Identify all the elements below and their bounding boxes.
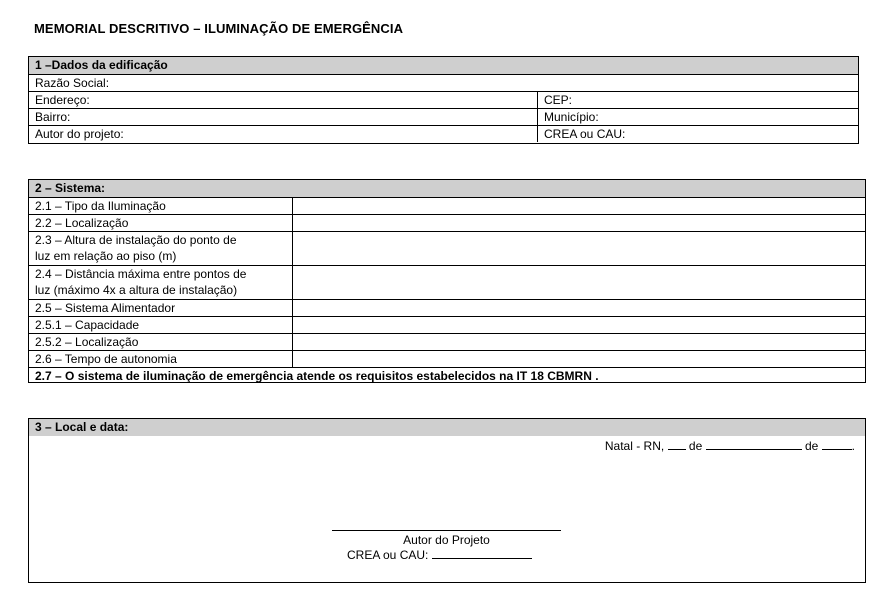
de-text-1: de (688, 439, 703, 453)
municipio-field[interactable]: Município: (537, 109, 858, 125)
cep-field[interactable]: CEP: (537, 92, 858, 108)
bairro-row (29, 108, 858, 125)
system-label: 2.5.1 – Capacidade (35, 318, 140, 332)
system-row-2-2 (29, 214, 865, 231)
system-value-input[interactable] (292, 300, 865, 316)
endereco-row (29, 91, 858, 108)
crea-line (347, 547, 532, 563)
system-value-input[interactable] (292, 351, 865, 367)
system-statement: 2.7 – O sistema de iluminação de emergência atende os requisitos estabelecidos na IT 18 CBMRN . (29, 367, 865, 384)
system-row-2-6 (29, 350, 865, 367)
document-title: MEMORIAL DESCRITIVO – ILUMINAÇÃO DE EMERGÊNCIA (34, 21, 404, 36)
system-value-input[interactable] (292, 317, 865, 333)
endereco-field[interactable]: Endereço: (35, 93, 90, 107)
system-value-input[interactable] (292, 232, 865, 265)
crea-label: CREA ou CAU: (347, 548, 429, 562)
autor-field[interactable]: Autor do projeto: (35, 127, 124, 141)
system-value-input[interactable] (292, 215, 865, 231)
system-value-input[interactable] (292, 266, 865, 299)
system-label-cont: luz em relação ao piso (m) (35, 249, 177, 263)
de-text-2: de (804, 439, 819, 453)
system-row-2-5-2 (29, 333, 865, 350)
system-label: 2.4 – Distância máxima entre pontos de (35, 267, 247, 281)
building-data-section (28, 56, 859, 144)
system-value-input[interactable] (292, 198, 865, 214)
building-data-header: 1 –Dados da edificação (29, 57, 858, 74)
author-label: Autor do Projeto (403, 533, 490, 547)
system-label: 2.1 – Tipo da Iluminação (35, 199, 166, 213)
system-row-2-4 (29, 265, 865, 299)
razao-social-field[interactable]: Razão Social: (35, 76, 110, 90)
place-date-section (28, 418, 866, 583)
system-label: 2.3 – Altura de instalação do ponto de (35, 233, 237, 247)
system-label: 2.6 – Tempo de autonomia (35, 352, 177, 366)
place-text: Natal - RN, (604, 439, 665, 453)
system-row-2-1 (29, 197, 865, 214)
signature-line[interactable] (332, 530, 561, 531)
system-label: 2.5 – Sistema Alimentador (35, 301, 176, 315)
year-blank[interactable] (822, 438, 852, 450)
place-date-header: 3 – Local e data: (29, 419, 865, 436)
system-value-input[interactable] (292, 334, 865, 350)
system-section (28, 179, 866, 383)
crea-field[interactable]: CREA ou CAU: (537, 126, 858, 142)
system-row-2-5 (29, 299, 865, 316)
day-blank[interactable] (668, 438, 686, 450)
bairro-field[interactable]: Bairro: (35, 110, 71, 124)
system-row-2-5-1 (29, 316, 865, 333)
place-date-body (29, 436, 865, 583)
period-text: . (851, 439, 855, 453)
system-label: 2.2 – Localização (35, 216, 129, 230)
razao-social-row (29, 74, 858, 91)
crea-blank[interactable] (432, 547, 532, 559)
date-line (605, 438, 855, 454)
system-header: 2 – Sistema: (29, 180, 865, 197)
system-label-cont: luz (máximo 4x a altura de instalação) (35, 283, 238, 297)
month-blank[interactable] (706, 438, 802, 450)
system-label: 2.5.2 – Localização (35, 335, 139, 349)
autor-row (29, 125, 858, 142)
system-row-2-3 (29, 231, 865, 265)
